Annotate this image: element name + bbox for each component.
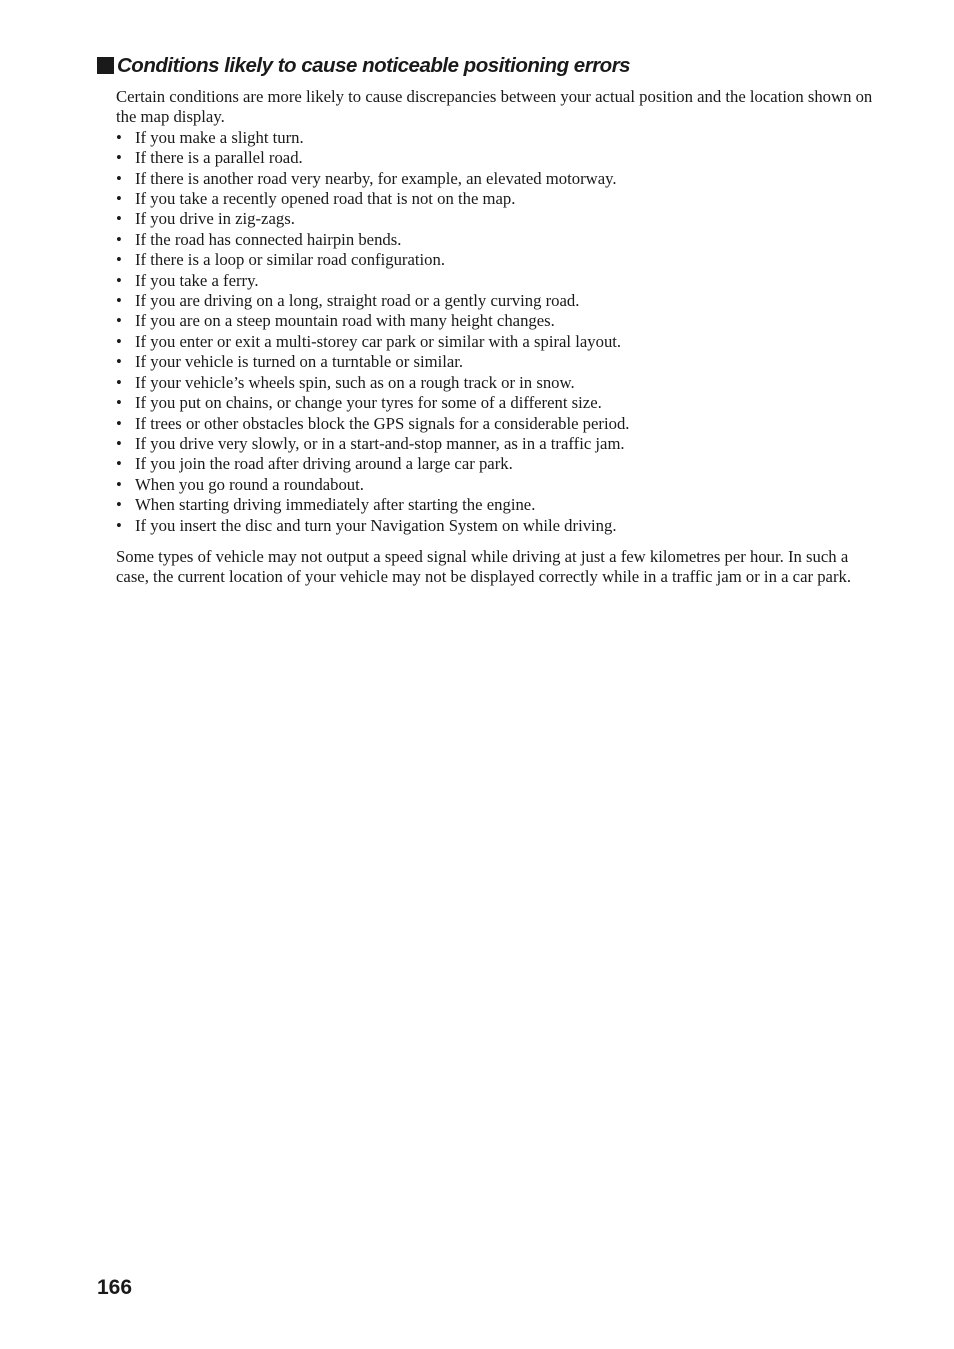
list-item-text: If there is another road very nearby, for example, an elevated motorway. xyxy=(135,168,617,188)
bullet-icon: • xyxy=(116,291,122,311)
bullet-icon: • xyxy=(116,331,122,351)
list-item-text: If you put on chains, or change your tyres for some of a different size. xyxy=(135,393,602,413)
list-item-text: If you take a recently opened road that is not on the map. xyxy=(135,189,516,209)
list-item-text: If you drive very slowly, or in a start-and-stop manner, as in a traffic jam. xyxy=(135,433,625,453)
bullet-icon: • xyxy=(116,250,122,270)
bullet-icon: • xyxy=(116,454,122,474)
section-heading-text: Conditions likely to cause noticeable positioning errors xyxy=(117,54,631,77)
list-item-text: If the road has connected hairpin bends. xyxy=(135,229,402,249)
bullet-icon: • xyxy=(116,168,122,188)
intro-paragraph: Certain conditions are more likely to cause discrepancies between your actual position and the location shown on the map display. xyxy=(116,87,873,127)
list-item-text: When you go round a roundabout. xyxy=(135,474,364,494)
list-item xyxy=(116,250,876,270)
list-item xyxy=(116,414,876,434)
list-item-text: If there is a parallel road. xyxy=(135,148,303,168)
page-number: 166 xyxy=(97,1276,133,1299)
section-heading xyxy=(97,53,630,79)
bullet-icon: • xyxy=(116,229,122,249)
bullet-icon: • xyxy=(116,148,122,168)
bullet-icon: • xyxy=(116,270,122,290)
bullet-icon: • xyxy=(116,393,122,413)
bullet-icon: • xyxy=(116,209,122,229)
list-item-text: If you are driving on a long, straight road or a gently curving road. xyxy=(135,291,580,311)
list-item-text: If trees or other obstacles block the GPS signals for a considerable period. xyxy=(135,413,630,433)
bullet-icon: • xyxy=(116,515,122,535)
list-item xyxy=(116,454,876,474)
list-item xyxy=(116,209,876,229)
list-item-text: If your vehicle is turned on a turntable or similar. xyxy=(135,352,464,372)
list-item xyxy=(116,189,876,209)
list-item-text: If your vehicle’s wheels spin, such as on a rough track or in snow. xyxy=(135,372,575,392)
bullet-icon: • xyxy=(116,311,122,331)
bullet-icon: • xyxy=(116,474,122,494)
list-item-text: If you make a slight turn. xyxy=(135,127,304,147)
list-item-text: If you take a ferry. xyxy=(135,270,259,290)
closing-paragraph: Some types of vehicle may not output a speed signal while driving at just a few kilometres per hour. In such a case, the current location of your vehicle may not be displayed correctly while in a traffic jam or in a car park. xyxy=(116,546,852,587)
list-item xyxy=(116,495,876,515)
bullet-icon: • xyxy=(116,413,122,433)
bullet-icon: • xyxy=(116,433,122,453)
list-item xyxy=(116,148,876,168)
section-body xyxy=(116,87,876,588)
list-item xyxy=(116,291,876,311)
list-item xyxy=(116,230,876,250)
bullet-icon: • xyxy=(116,189,122,209)
list-item xyxy=(116,434,876,454)
bullet-icon: • xyxy=(116,127,122,147)
list-item-text: When starting driving immediately after starting the engine. xyxy=(135,495,536,515)
list-item xyxy=(116,373,876,393)
list-item-text: If you drive in zig-zags. xyxy=(135,209,295,229)
conditions-list xyxy=(116,128,876,536)
list-item xyxy=(116,516,876,536)
list-item xyxy=(116,352,876,372)
list-item xyxy=(116,475,876,495)
list-item xyxy=(116,332,876,352)
bullet-icon: • xyxy=(116,495,122,515)
list-item-text: If there is a loop or similar road configuration. xyxy=(135,250,446,270)
list-item-text: If you insert the disc and turn your Navigation System on while driving. xyxy=(135,515,617,535)
list-item-text: If you are on a steep mountain road with many height changes. xyxy=(135,311,555,331)
list-item-text: If you enter or exit a multi-storey car park or similar with a spiral layout. xyxy=(135,331,622,351)
bullet-icon: • xyxy=(116,352,122,372)
bullet-icon: • xyxy=(116,372,122,392)
list-item xyxy=(116,169,876,189)
black-square-icon xyxy=(97,57,114,74)
list-item xyxy=(116,311,876,331)
list-item-text: If you join the road after driving around a large car park. xyxy=(135,454,513,474)
list-item xyxy=(116,393,876,413)
list-item xyxy=(116,128,876,148)
list-item xyxy=(116,271,876,291)
